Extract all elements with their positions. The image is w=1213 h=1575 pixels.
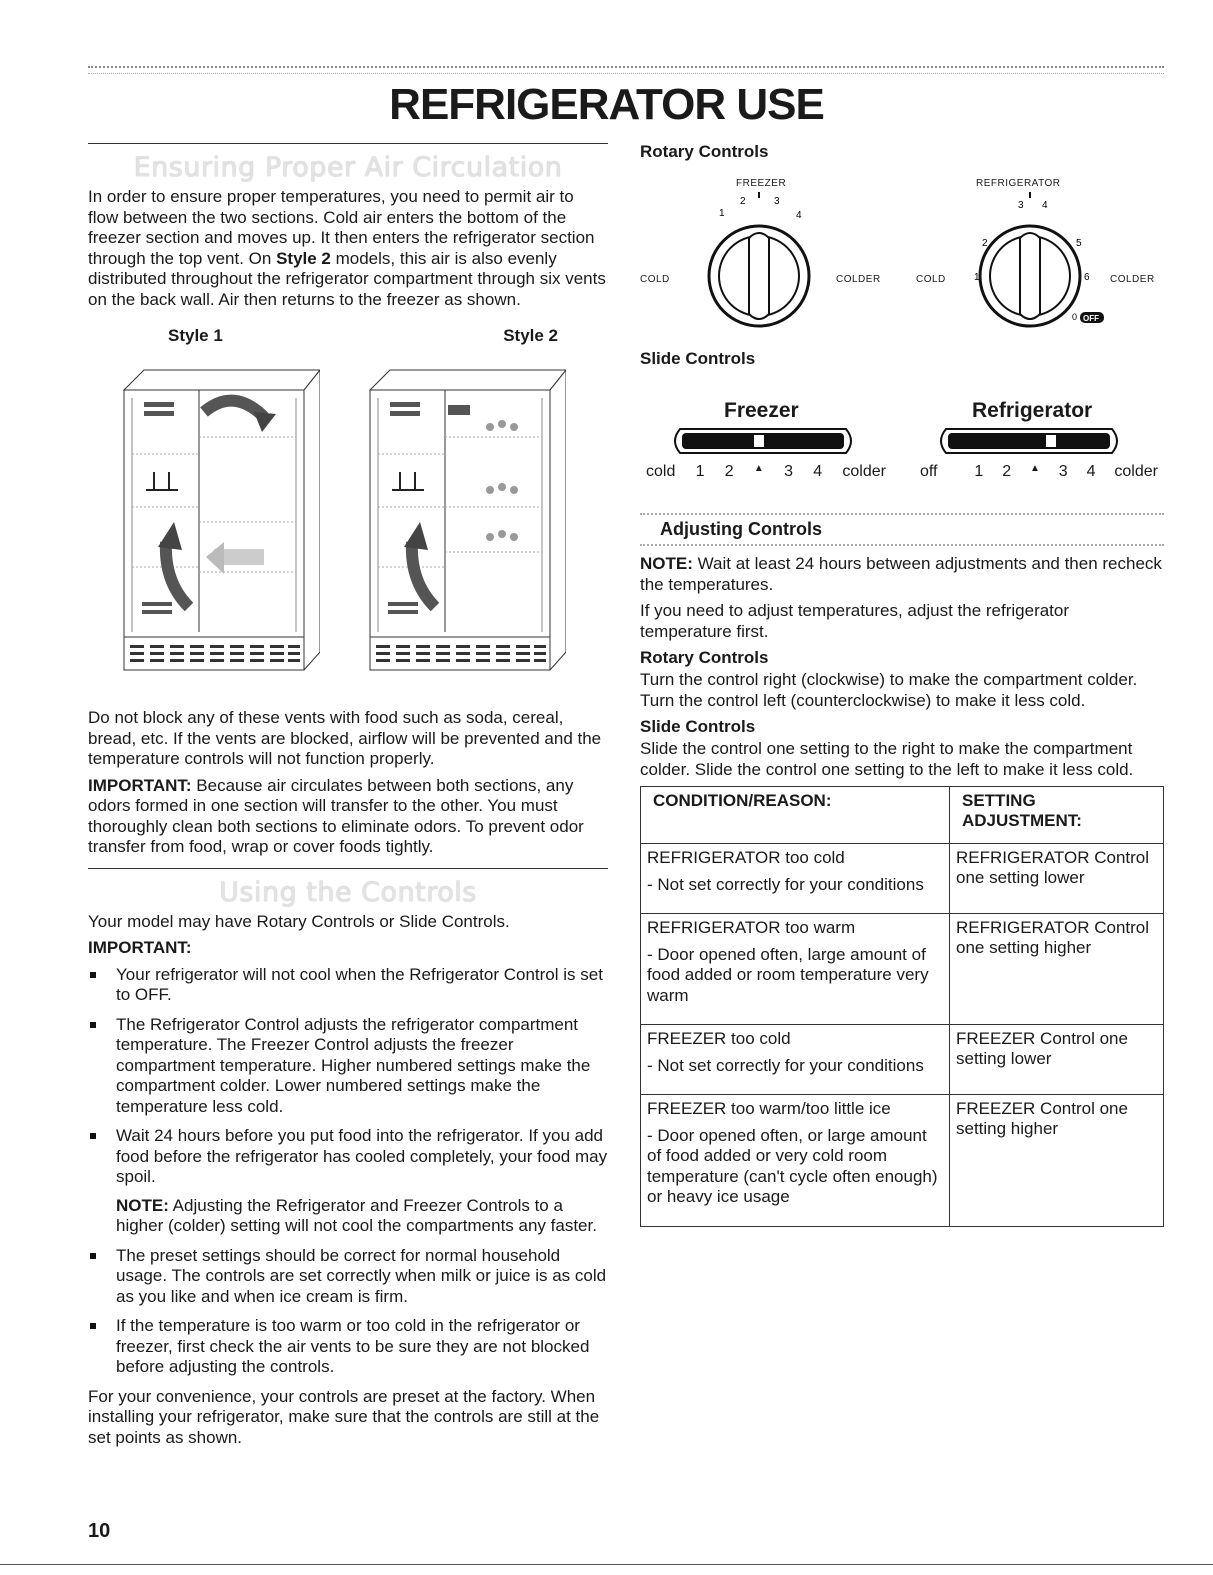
style2-label: Style 2 xyxy=(503,326,558,345)
slide-controls xyxy=(640,371,1164,481)
svg-text:1: 1 xyxy=(974,272,980,283)
style1-label: Style 1 xyxy=(168,326,223,345)
air-paragraph: In order to ensure proper temperatures, you need to permit air to flow between the two sections. Cold air enters the bottom of the freezer section and moves up. It then enters the refrigerator section through the top vent. On Style 2 models, this air is also evenly distributed throughout the refrigerator compartment through six vents on the back wall. Air then returns to the freezer as shown. xyxy=(88,187,606,309)
style2-airflow-diagram xyxy=(360,362,566,692)
air-circulation-heading: Ensuring Proper Air Circulation xyxy=(133,152,563,183)
table-row: FREEZER too warm/too little ice - Door opened often, or large amount of food added or very cold room temperature (can't cycle often enough) or heavy ice usage FREEZER Control one setting higher xyxy=(641,1095,1164,1227)
vents-paragraph: Do not block any of these vents with food such as soda, cereal, bread, etc. If the vents are blocked, airflow will be prevented and the temperature controls will not function properly. xyxy=(88,708,602,768)
style1-airflow-diagram xyxy=(114,362,320,692)
svg-text:1: 1 xyxy=(719,208,725,219)
fridge-dial-label: REFRIGERATOR xyxy=(976,178,1061,189)
svg-text:4: 4 xyxy=(1042,200,1048,211)
condition-header: CONDITION/REASON: xyxy=(641,787,950,844)
freezer-dial xyxy=(694,188,824,338)
bottom-rule xyxy=(0,1564,1213,1565)
table-row: REFRIGERATOR too cold - Not set correctly for your conditions REFRIGERATOR Control one setting lower xyxy=(641,844,1164,914)
svg-text:2: 2 xyxy=(740,196,746,207)
rotary-dials xyxy=(640,164,1164,339)
svg-text:4: 4 xyxy=(796,210,802,221)
adjust-paragraph: If you need to adjust temperatures, adjust the refrigerator temperature first. xyxy=(640,601,1070,641)
table-row: FREEZER too cold - Not set correctly for your conditions FREEZER Control one setting lower xyxy=(641,1025,1164,1095)
section-rule xyxy=(88,868,608,869)
fridge-slider xyxy=(936,427,1122,455)
slide-paragraph: Slide the control one setting to the right to make the compartment colder. Slide the control one setting to the left to make it less cold. xyxy=(640,739,1134,779)
fridge-slider-title: Refrigerator xyxy=(972,399,1093,422)
rotary-paragraph: Turn the control right (clockwise) to make the compartment colder. Turn the control left (counterclockwise) to make it less cold. xyxy=(640,670,1138,710)
controls-paragraph: Your model may have Rotary Controls or Slide Controls. xyxy=(88,911,510,931)
list-item: Your refrigerator will not cool when the Refrigerator Control is set to OFF. xyxy=(88,965,608,1006)
slide-controls-heading: Slide Controls xyxy=(640,349,756,368)
svg-text:5: 5 xyxy=(1076,238,1082,249)
closing-paragraph: For your convenience, your controls are preset at the factory. When installing your refrigerator, make sure that the controls are still at the set points as shown. xyxy=(88,1386,600,1447)
freezer-slider-scale: cold 1 2 ▲ 3 4 colder xyxy=(646,463,886,480)
section-rule xyxy=(88,143,608,144)
rotary-controls-heading: Rotary Controls xyxy=(640,142,769,161)
controls-bullet-list xyxy=(88,965,608,1378)
svg-text:3: 3 xyxy=(1018,200,1024,211)
left-column xyxy=(88,143,608,1454)
freezer-cold-label: COLD xyxy=(640,274,670,285)
fridge-slider-scale: off 1 2 ▲ 3 4 colder xyxy=(920,463,1158,480)
table-row: REFRIGERATOR too warm - Door opened often, large amount of food added or room temperature very warm REFRIGERATOR Control one setting higher xyxy=(641,914,1164,1025)
top-rule xyxy=(88,66,1164,74)
freezer-dial-label: FREEZER xyxy=(736,178,787,189)
page-number: 10 xyxy=(88,1520,111,1542)
freezer-colder-label: COLDER xyxy=(836,274,881,285)
list-item: The Refrigerator Control adjusts the refrigerator compartment temperature. The Freezer Control adjusts the freezer compartment temperature. Higher numbered settings make the compartment colder. Lower numbered settings make the temperature less cold. xyxy=(88,1015,608,1118)
freezer-slider-title: Freezer xyxy=(724,399,799,422)
freezer-slider xyxy=(670,427,856,455)
adjusting-bottom-rule xyxy=(640,544,1164,546)
rotary-sub-heading: Rotary Controls xyxy=(640,648,769,667)
svg-text:0: 0 xyxy=(1072,312,1078,322)
using-controls-heading: Using the Controls xyxy=(219,876,477,908)
slide-sub-heading: Slide Controls xyxy=(640,717,756,736)
svg-text:3: 3 xyxy=(774,196,780,207)
adjusting-controls-heading: Adjusting Controls xyxy=(660,519,822,539)
adjust-note: NOTE: Wait at least 24 hours between adjustments and then recheck the temperatures. xyxy=(640,554,1162,594)
right-column xyxy=(640,138,1164,1227)
fridge-dial xyxy=(960,188,1110,338)
note-paragraph: NOTE: Adjusting the Refrigerator and Freezer Controls to a higher (colder) setting will not cool the compartments any faster. xyxy=(116,1195,597,1235)
table-header-row xyxy=(641,787,1164,844)
list-item: The preset settings should be correct for normal household usage. The controls are set correctly when milk or juice is as cold as you like and when ice cream is firm. xyxy=(88,1246,608,1308)
adjustment-table xyxy=(640,786,1164,1227)
list-item: Wait 24 hours before you put food into the refrigerator. If you add food before the refrigerator has cooled completely, your food may spoil. NOTE: Adjusting the Refrigerator and Freezer Controls to a higher (colder) setting will not cool the compartments any faster. xyxy=(88,1126,608,1237)
svg-text:OFF: OFF xyxy=(1083,314,1099,323)
important-label: IMPORTANT: xyxy=(88,938,192,957)
svg-text:2: 2 xyxy=(982,238,988,249)
style-labels xyxy=(88,326,588,346)
page-title: REFRIGERATOR USE xyxy=(389,80,824,129)
list-item: If the temperature is too warm or too cold in the refrigerator or freezer, first check the air vents to be sure they are not blocked before adjusting the controls. xyxy=(88,1316,608,1378)
fridge-colder-label: COLDER xyxy=(1110,274,1155,285)
airflow-figures xyxy=(88,362,608,692)
svg-text:6: 6 xyxy=(1084,272,1090,283)
fridge-cold-label: COLD xyxy=(916,274,946,285)
setting-header: SETTING ADJUSTMENT: xyxy=(950,787,1164,844)
important-paragraph: IMPORTANT: Because air circulates between both sections, any odors formed in one section will transfer to the other. You must thoroughly clean both sections to eliminate odors. To prevent odor transfer from food, wrap or cover foods tightly. xyxy=(88,775,584,856)
